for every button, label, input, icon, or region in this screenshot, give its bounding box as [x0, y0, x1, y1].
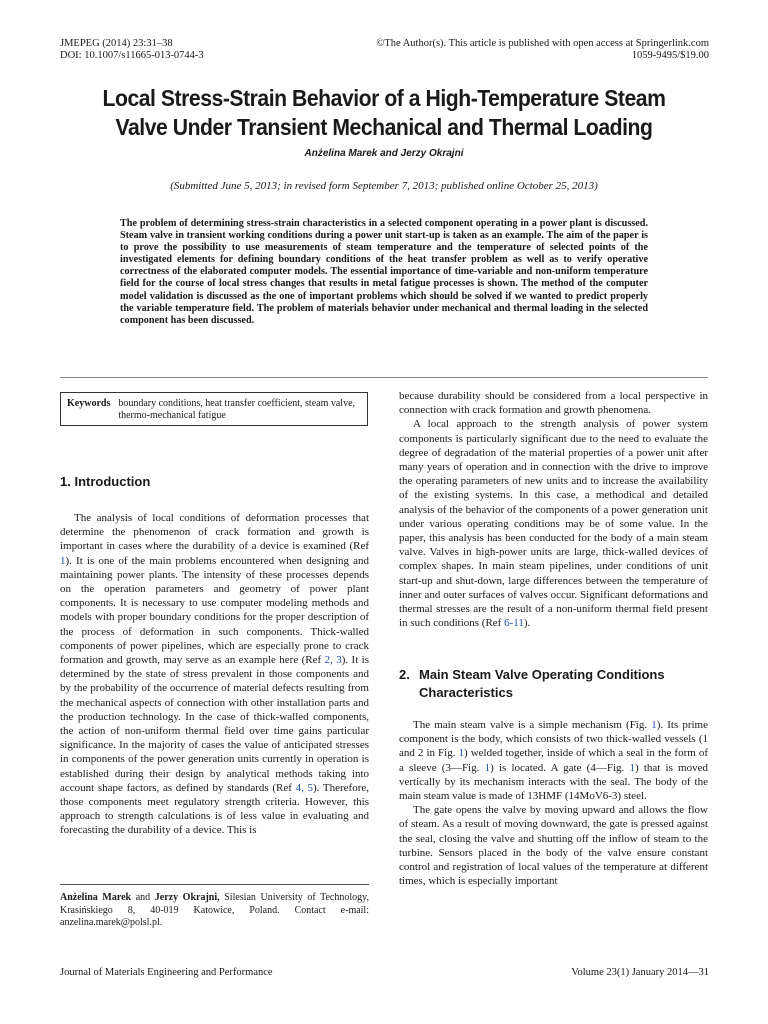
header-right — [376, 38, 709, 62]
fig-link[interactable]: 1 — [484, 761, 491, 774]
header-left — [60, 38, 204, 62]
intro-column — [60, 511, 369, 838]
fig-link[interactable]: 1 — [458, 747, 464, 760]
ref-link[interactable]: 4, 5 — [295, 781, 314, 794]
submission-dates: (Submitted June 5, 2013; in revised form September 7, 2013; published online October 25, 2013) — [170, 180, 598, 192]
keywords-box — [60, 392, 368, 426]
intro-paragraph-2: A local approach to the strength analysis of power system components is particularly significant due to the need to evaluate the degree of degradation of the material properties of a power unit after many years of operation and in connection with the drive to improve the operating parameters of new units and to increase the availability of the existing systems. In this case, a methodical and detailed analysis of the behavior of the components of a power generation unit under various operating conditions may be of some value. In the paper, this analysis has been conducted for the body of a main steam valve. Valves in high-power units are large, thick-walled devices of complex shapes. In main steam pipelines, under conditions of unit start-up and shut-down, large differences between the temperature of inner and outer surfaces of valves occur. Significant deformations and thermal stresses are the result of a non-uniform thermal field present in such conditions (Ref 6-11). — [399, 418, 708, 630]
keywords-label: Keywords — [67, 398, 111, 409]
footer-volume-page: Volume 23(1) January 2014—31 — [571, 967, 709, 978]
fig-link[interactable]: 1 — [629, 761, 635, 774]
section-2-heading — [399, 666, 708, 702]
license-notice: ©The Author(s). This article is published with open access at Springerlink.com — [376, 38, 709, 49]
title-line-2: Valve Under Transient Mechanical and Thermal Loading — [115, 114, 653, 140]
intro-continuation: because durability should be considered from a local perspective in connection with crack formation and growth phenomena. — [399, 390, 708, 417]
section-1-heading: 1. Introduction — [60, 474, 151, 489]
section-2-number: 2. — [399, 667, 410, 682]
right-column-top — [399, 389, 708, 630]
journal-citation: JMEPEG (2014) 23:31–38 — [60, 38, 173, 49]
title-line-1: Local Stress-Strain Behavior of a High-Temperature Steam — [102, 85, 666, 111]
footnote-divider — [60, 884, 369, 885]
doi: DOI: 10.1007/s11665-013-0744-3 — [60, 50, 204, 61]
paper-title — [58, 84, 709, 142]
authors: Anżelina Marek and Jerzy Okrajni — [304, 148, 464, 159]
abstract: The problem of determining stress-strain characteristics in a selected component operating in a power plant is discussed. Steam valve in transient working conditions during a power unit start-up is taken as an example. The aim of the paper is to prove the possibility to use measurements of steam temperature and the temperature of selected points of the investigated elements for defining boundary conditions of the heat transfer problem as well as to verify operative correctness of the elaborated computer models. The essential importance of time-variable and non-uniform temperature field for the course of local stress changes that results in metal fatigue processes is shown. The method of the computer model validation is discussed as the one of important problems which should be solved if we wanted to predict properly the variable temperature field. The problem of materials behavior under mechanical and thermal loading in the selected component has been discussed. — [120, 218, 648, 326]
ref-link[interactable]: 2, 3 — [324, 654, 342, 667]
section-2-paragraph-1: The main steam valve is a simple mechanism (Fig. 1). Its prime component is the body, which consists of two thick-walled vessels (1 and 2 in Fig. 1) welded together, inside of which a seal in the form of a sleeve (3—Fig. 1) is located. A gate (4—Fig. 1) that is moved vertically by its mechanism interacts with the seal. The body of the main steam value is made of 13HMF (14MoV6-3) steel. — [399, 719, 708, 803]
footer-journal: Journal of Materials Engineering and Performance — [60, 967, 273, 978]
keywords-text: boundary conditions, heat transfer coefficient, steam valve, thermo-mechanical fatigue — [118, 398, 356, 421]
ref-link[interactable]: 6-11 — [504, 617, 524, 630]
ref-link[interactable]: 1 — [60, 554, 66, 567]
fig-link[interactable]: 1 — [651, 719, 657, 731]
author-affiliation-footnote: Anżelina Marek and Jerzy Okrajni, Silesian University of Technology, Krasińskiego 8, 40-019 Katowice, Poland. Contact e-mail: anzelina.marek@polsl.pl. — [60, 892, 369, 928]
intro-paragraph: The analysis of local conditions of deformation processes that determine the phenomenon of crack formation and growth is important in cases where the durability of a device is examined (Ref 1). It is one of the main problems encountered when designing and maintaining power plants. The intensity of these processes depends on the operation parameters and geometry of power plant components. It is necessary to use computer modeling methods and models with proper boundary conditions for the proper description of the process of deformation in such components. Thick-walled components of power pipelines, which are especially prone to crack formation and growth, may serve as an example here (Ref 2, 3). It is determined by the state of stress prevalent in those components and by the probability of the occurrence of material defects resulting from the mechanical aspects of connection with other installation parts and the production technology. In the case of thick-walled components, the action of non-uniform thermal field over time gains particular significance. In the majority of cases the value of anticipated stresses in components of the power generation units currently in operation is established during their design by analytical methods taking into account shape factors, as defined by standards (Ref 4, 5). Therefore, those components meet regulatory strength criteria. However, this approach to strength calculations is of less value in evaluating and forecasting the durability of a device. This is — [60, 512, 370, 837]
section-2-title-line-1: Main Steam Valve Operating Conditions — [419, 667, 665, 682]
abstract-divider — [60, 377, 708, 378]
issn-price: 1059-9495/$19.00 — [631, 50, 709, 61]
section-2-body — [399, 718, 708, 888]
section-2-title-line-2: Characteristics — [419, 685, 513, 700]
section-2-paragraph-2: The gate opens the valve by moving upward and allows the flow of steam. As a result of moving downward, the gate is pressed against the seal, closing the valve and shutting off the inflow of steam to the turbine. Sensors placed in the body of the valve ensure constant control and registration of local values of the temperature at different times, which is especially important — [399, 804, 708, 888]
